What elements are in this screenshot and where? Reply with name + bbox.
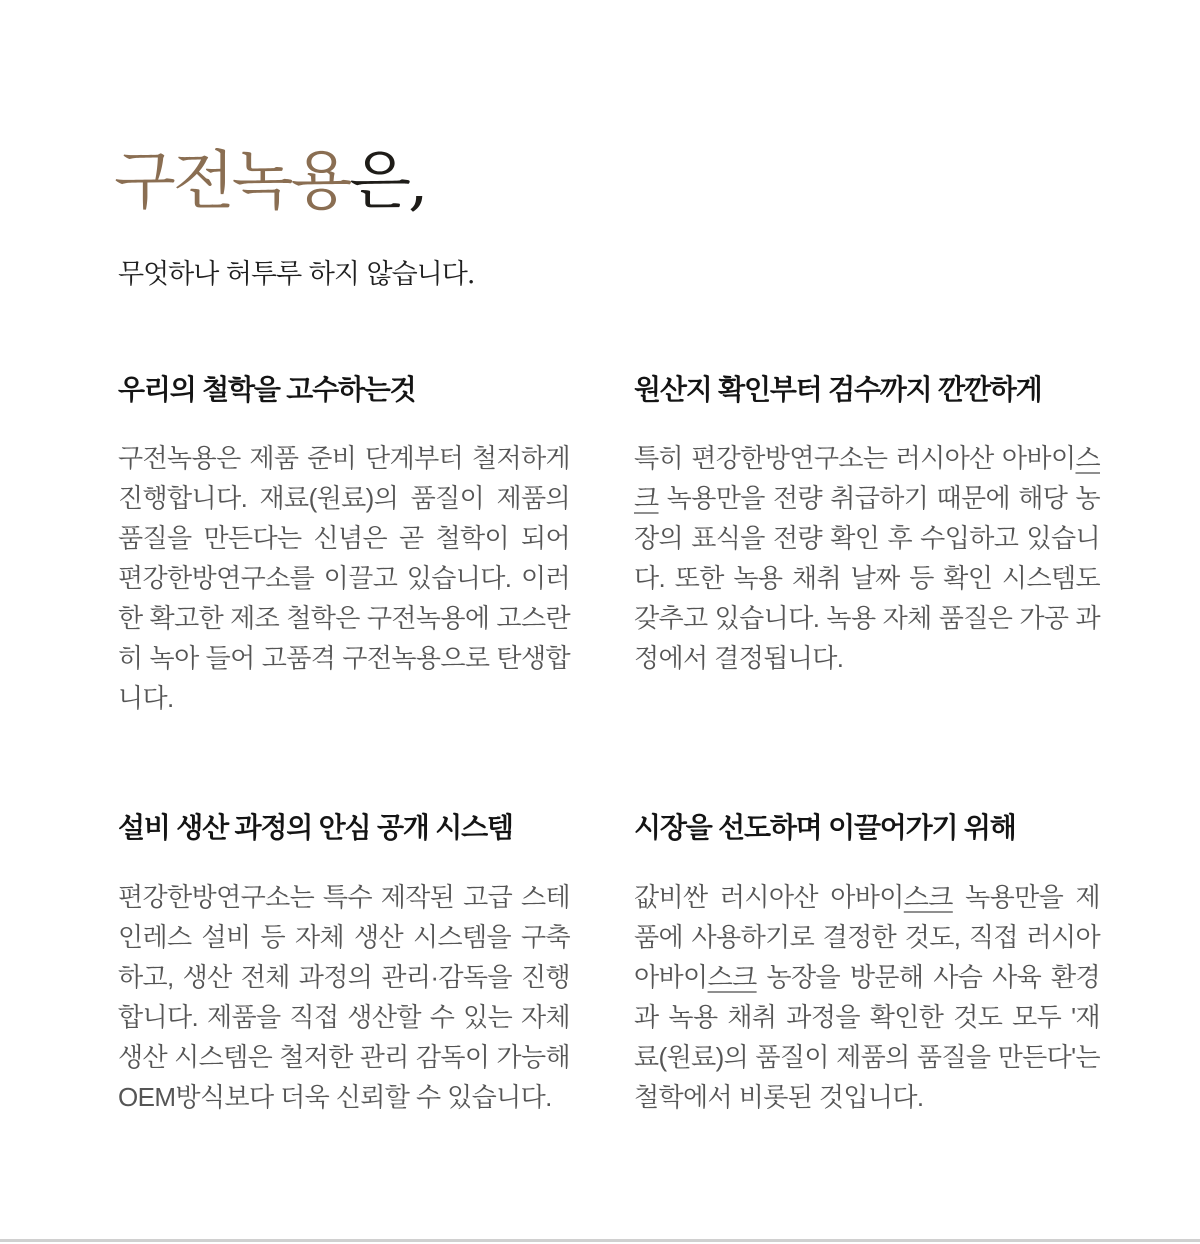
section-philosophy <box>118 372 570 718</box>
section-body: 편강한방연구소는 특수 제작된 고급 스테인레스 설비 등 자체 생산 시스템을 구축하고, 생산 전체 과정의 관리·감독을 진행합니다. 제품을 직접 생산할 수 있는 자체 생산 시스템은 철저한 관리 감독이 가능해 OEM방식보다 더욱 신뢰할 수 있습니다. <box>118 881 570 1112</box>
section-heading: 우리의 철학을 고수하는것 <box>118 374 416 405</box>
section-market-leading <box>634 810 1100 1116</box>
page-title <box>114 146 425 220</box>
section-origin-inspection <box>634 372 1100 718</box>
section-body: 특히 편강한방연구소는 러시아산 아바이스크 녹용만을 전량 취급하기 때문에 해당 농장의 표식을 전량 확인 후 수입하고 있습니다. 또한 녹용 채취 날짜 등 확인 시스템도 갖추고 있습니다. 녹용 자체 품질은 가공 과정에서 결정됩니다. <box>634 443 1100 674</box>
section-heading: 시장을 선도하며 이끌어가기 위해 <box>634 812 1016 844</box>
page-subtitle: 무엇하나 허투루 하지 않습니다. <box>118 259 475 290</box>
section-body: 구전녹용은 제품 준비 단계부터 철저하게 진행합니다. 재료(원료)의 품질이 제품의 품질을 만든다는 신념은 곧 철학이 되어 편강한방연구소를 이끌고 있습니다. 이러한 확고한 제조 철학은 구전녹용에 고스란히 녹아 들어 고품격 구전녹용으로 탄생합니다. <box>118 443 570 714</box>
section-facility-system <box>118 810 570 1116</box>
sections-grid <box>118 372 1100 1117</box>
bottom-divider <box>0 1239 1200 1242</box>
section-heading: 설비 생산 과정의 안심 공개 시스템 <box>118 812 513 844</box>
section-heading: 원산지 확인부터 검수까지 깐깐하게 <box>634 374 1042 405</box>
page-title-suffix: 은, <box>349 145 426 219</box>
section-body: 값비싼 러시아산 아바이스크 녹용만을 제품에 사용하기로 결정한 것도, 직접 러시아 아바이스크 농장을 방문해 사슴 사육 환경과 녹용 채취 과정을 확인한 것도 모두 '재료(원료)의 품질이 제품의 품질을 만든다'는 철학에서 비롯된 것입니다. <box>634 881 1100 1112</box>
page-title-brand: 구전녹용 <box>114 145 350 219</box>
